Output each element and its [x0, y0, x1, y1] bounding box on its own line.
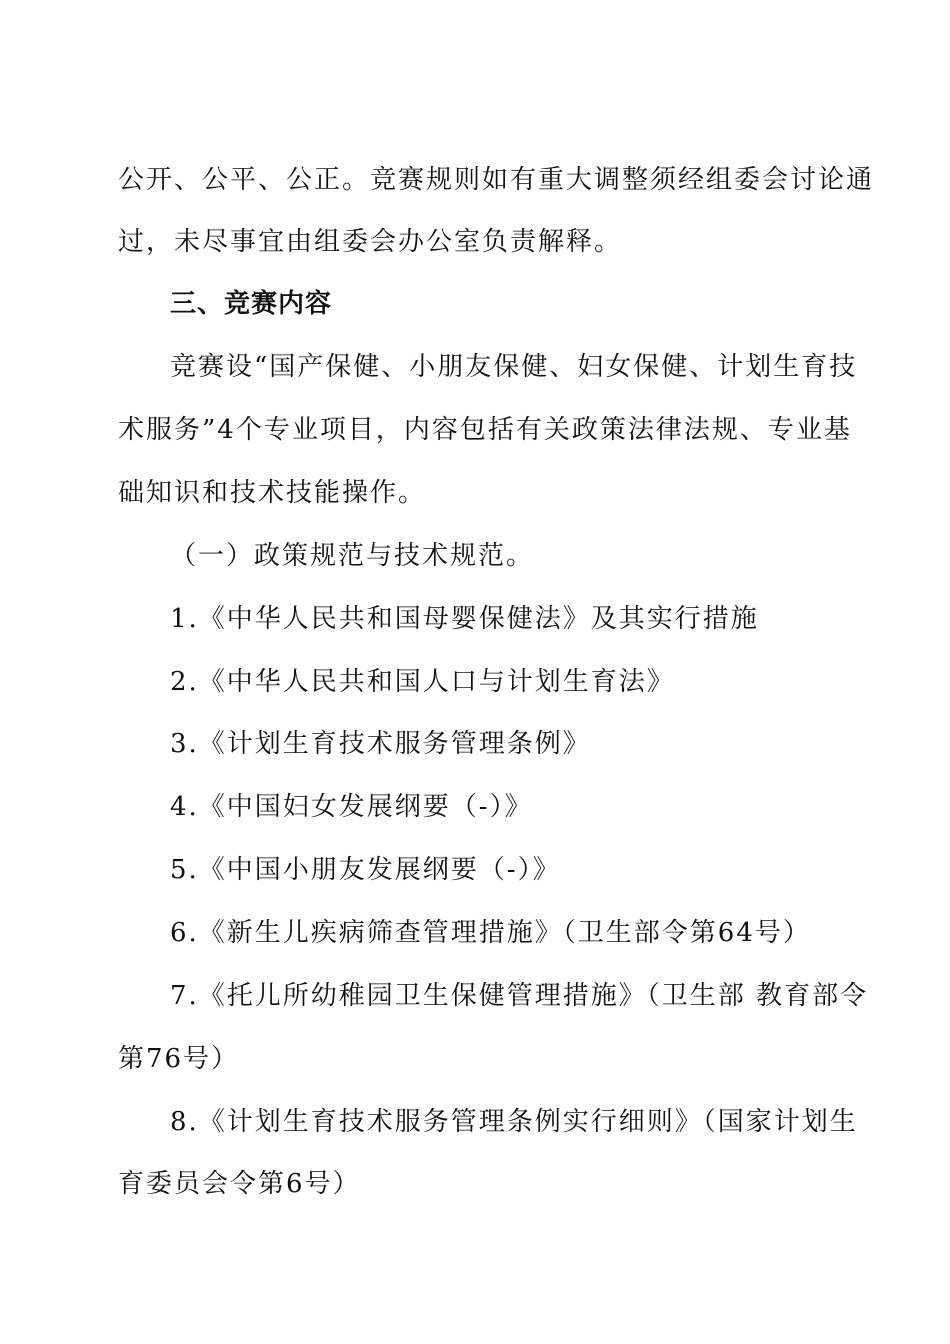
paragraph-line: 术服务”4个专业项目，内容包括有关政策法律法规、专业基: [118, 415, 852, 445]
list-item-continuation: 第76号）: [118, 1044, 240, 1074]
list-item: 2.《中华人民共和国人口与计划生育法》: [170, 667, 675, 697]
list-item: 8.《计划生育技术服务管理条例实行细则》（国家计划生: [170, 1107, 858, 1137]
list-item-continuation: 育委员会令第6号）: [118, 1169, 361, 1199]
list-item: 3.《计划生育技术服务管理条例》: [170, 729, 591, 759]
section-heading: 三、竞赛内容: [170, 289, 333, 319]
paragraph-line: 竞赛设“国产保健、小朋友保健、妇女保健、计划生育技: [170, 352, 858, 382]
list-item: 6.《新生儿疾病筛查管理措施》（卫生部令第64号）: [170, 918, 811, 948]
paragraph-line: 础知识和技术技能操作。: [118, 478, 427, 508]
list-item: 1.《中华人民共和国母婴保健法》及其实行措施: [170, 604, 759, 634]
paragraph-line: 公开、公平、公正。竞赛规则如有重大调整须经组委会讨论通: [118, 165, 875, 195]
paragraph-line: 过，未尽事宜由组委会办公室负责解释。: [118, 227, 623, 257]
list-item: 7.《托儿所幼稚园卫生保健管理措施》（卫生部 教育部令: [170, 981, 869, 1011]
subsection-heading: （一）政策规范与技术规范。: [170, 541, 535, 571]
list-item: 5.《中国小朋友发展纲要（-）》: [170, 855, 561, 885]
list-item: 4.《中国妇女发展纲要（-）》: [170, 792, 533, 822]
